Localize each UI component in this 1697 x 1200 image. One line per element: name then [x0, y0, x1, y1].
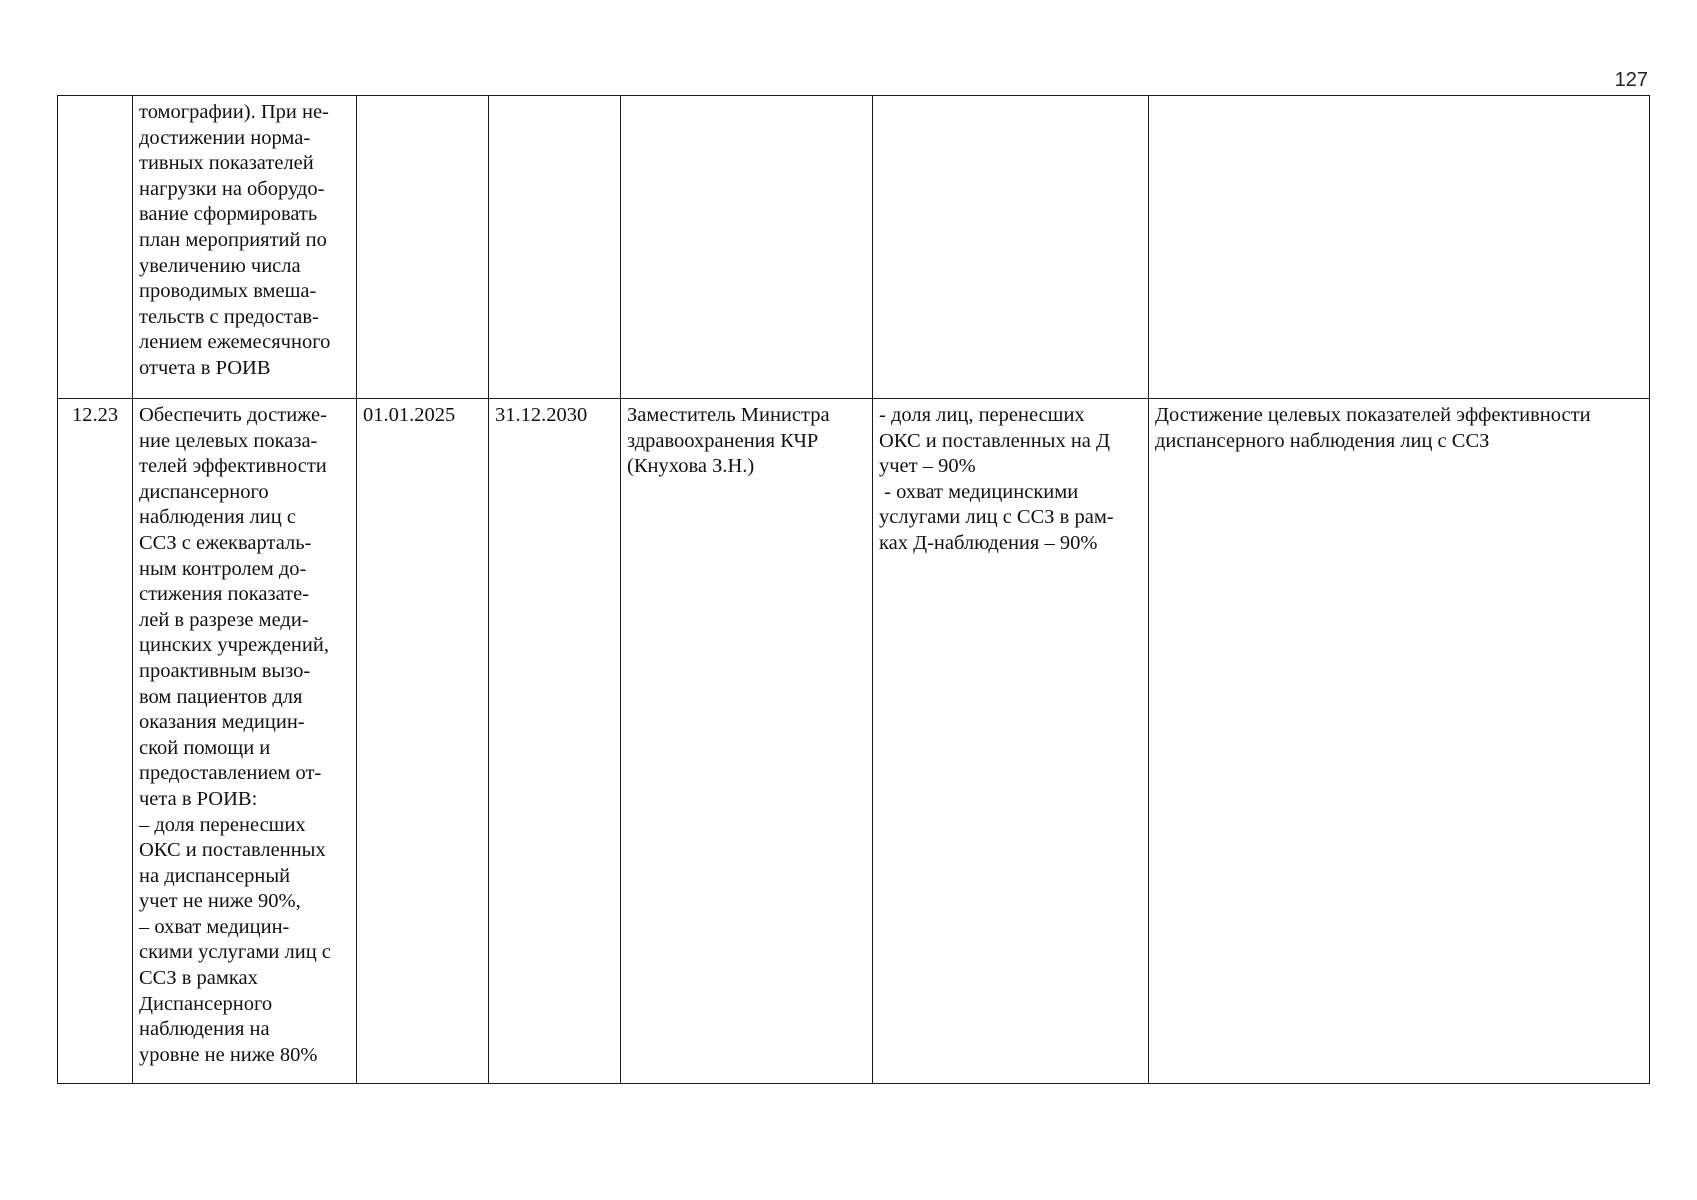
responsible-cell: [621, 399, 873, 1084]
action-description-cell: [133, 96, 357, 399]
text-line: услугами лиц с ССЗ в рам-: [879, 506, 1114, 529]
text-line: ской помощи и: [139, 736, 271, 759]
text-line: – доля перенесших: [139, 813, 306, 836]
text-line: стижения показате-: [139, 583, 310, 606]
text-line: наблюдения на: [139, 1018, 270, 1041]
end-date-cell: 31.12.2030: [489, 399, 621, 1084]
text-line: скими услугами лиц с: [139, 941, 331, 964]
text-line: (Кнухова З.Н.): [627, 455, 755, 478]
text-line: Обеспечить достиже-: [139, 404, 327, 426]
indicator-cell: [873, 96, 1149, 399]
text-line: увеличению числа: [139, 254, 301, 277]
text-line: диспансерного наблюдения лиц с ССЗ: [1155, 429, 1490, 452]
text-line: цинских учреждений,: [139, 634, 329, 657]
text-line: здравоохранения КЧР: [627, 429, 819, 452]
action-description-cell: [133, 399, 357, 1084]
text-line: нагрузки на оборудо-: [139, 177, 325, 200]
text-line: отчета в РОИВ: [139, 356, 271, 379]
text-line: ным контролем до-: [139, 557, 307, 580]
text-line: чета в РОИВ:: [139, 787, 258, 810]
text-line: томографии). При не-: [139, 101, 329, 123]
text-line: оказания медицин-: [139, 711, 305, 734]
text-line: ССЗ в рамках: [139, 967, 258, 990]
text-line: ние целевых показа-: [139, 429, 318, 452]
text-line: проводимых вмеша-: [139, 280, 317, 303]
end-date-cell: [489, 96, 621, 399]
text-line: ОКС и поставленных: [139, 839, 326, 862]
text-line: Диспансерного: [139, 992, 273, 1015]
text-line: Достижение целевых показателей эффективности: [1155, 404, 1591, 426]
text-line: ССЗ с ежекварталь-: [139, 531, 312, 554]
text-line: проактивным вызо-: [139, 659, 311, 682]
text-line: учет – 90%: [879, 455, 976, 478]
text-line: на диспансерный: [139, 864, 291, 887]
item-number-cell: 12.23: [58, 399, 133, 1084]
start-date-cell: 01.01.2025: [357, 399, 489, 1084]
text-line: план мероприятий по: [139, 228, 327, 251]
text-line: уровне не ниже 80%: [139, 1043, 318, 1066]
text-line: вом пациентов для: [139, 685, 303, 708]
text-line: учет не ниже 90%,: [139, 890, 301, 913]
text-line: телей эффективности: [139, 455, 327, 478]
text-line: лей в разрезе меди-: [139, 608, 309, 631]
result-cell: [1149, 96, 1650, 399]
result-cell: [1149, 399, 1650, 1084]
text-line: – охват медицин-: [139, 915, 290, 938]
indicator-cell: [873, 399, 1149, 1084]
text-line: тивных показателей: [139, 152, 314, 175]
text-line: ках Д-наблюдения – 90%: [879, 531, 1098, 554]
action-plan-table: [57, 95, 1650, 1084]
action-plan-table-wrapper: [57, 95, 1650, 1084]
text-line: наблюдения лиц с: [139, 506, 296, 529]
page-number: 127: [1614, 69, 1648, 91]
start-date-cell: [357, 96, 489, 399]
text-line: диспансерного: [139, 480, 269, 503]
table-row: [58, 399, 1650, 1084]
text-line: вание сформировать: [139, 203, 318, 226]
text-line: достижении норма-: [139, 126, 311, 149]
text-line: - доля лиц, перенесших: [879, 404, 1085, 426]
text-line: - охват медицинскими: [879, 480, 1079, 503]
text-line: тельств с предостав-: [139, 305, 319, 328]
text-line: лением ежемесячного: [139, 331, 331, 354]
text-line: Заместитель Министра: [627, 404, 830, 426]
text-line: предоставлением от-: [139, 762, 322, 785]
item-number-cell: [58, 96, 133, 399]
responsible-cell: [621, 96, 873, 399]
text-line: ОКС и поставленных на Д: [879, 429, 1111, 452]
table-row: [58, 96, 1650, 399]
